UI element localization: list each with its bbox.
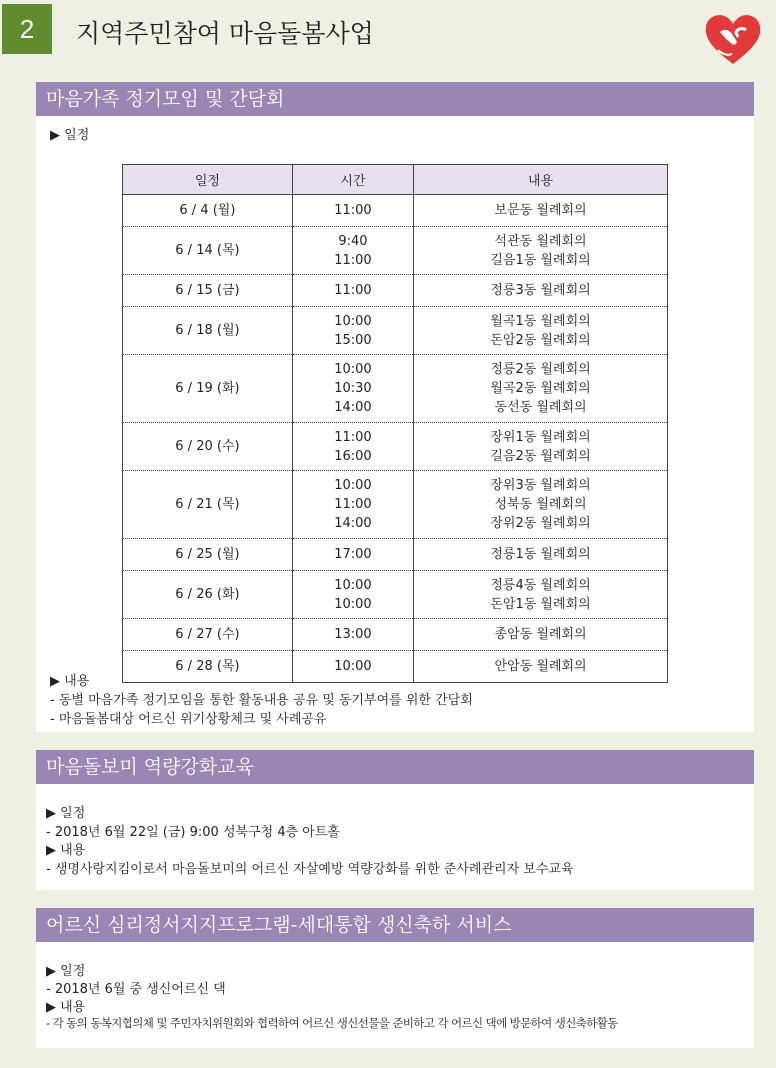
training-panel [36, 750, 754, 890]
cell-time [292, 227, 413, 275]
panel-title: 어르신 심리정서지지프로그램-세대통합 생신축하 서비스 [36, 908, 754, 942]
panel-title: 마음가족 정기모임 및 간담회 [36, 82, 754, 116]
birthday-service-panel [36, 908, 754, 1048]
cell-content [414, 195, 668, 227]
header-time: 시간 [292, 165, 413, 195]
cell-content [414, 423, 668, 471]
regular-meeting-panel [36, 82, 754, 732]
cell-date: 6 / 20 (수) [123, 423, 293, 471]
heart-hands-logo-icon [702, 10, 764, 68]
page-title: 지역주민참여 마음돌봄사업 [76, 19, 374, 48]
cell-time [292, 195, 413, 227]
table-header-row [123, 165, 668, 195]
content-value: 성북동 월례회의 [494, 497, 587, 512]
table-body [123, 195, 668, 683]
cell-content [414, 651, 668, 683]
cell-content [414, 275, 668, 307]
content-value: 장위2동 월례회의 [490, 516, 591, 531]
content-value: 안암동 월례회의 [494, 659, 587, 674]
content-line-2: - 마음돌봄대상 어르신 위기상황체크 및 사례공유 [50, 712, 327, 727]
content-value: 월곡2동 월례회의 [490, 381, 591, 396]
cell-date: 6 / 21 (목) [123, 471, 293, 539]
cell-time [292, 539, 413, 571]
content-label: ▶ 내용 [46, 1000, 86, 1015]
cell-date: 6 / 26 (화) [123, 571, 293, 619]
cell-date: 6 / 18 (월) [123, 307, 293, 355]
content-value: 장위3동 월례회의 [490, 478, 591, 493]
cell-time [292, 275, 413, 307]
cell-date: 6 / 15 (금) [123, 275, 293, 307]
table-row [123, 275, 668, 307]
schedule-text: - 2018년 6월 22일 (금) 9:00 성북구청 4층 아트홀 [46, 825, 340, 840]
content-value: 돈암1동 월례회의 [490, 596, 591, 612]
time-value: 11:00 [334, 203, 372, 218]
cell-content [414, 227, 668, 275]
content-label: ▶ 내용 [46, 843, 86, 858]
table-row [123, 539, 668, 571]
time-value: 10:00 [334, 659, 372, 674]
cell-date: 6 / 27 (수) [123, 619, 293, 651]
time-value: 14:00 [334, 400, 372, 415]
time-value: 10:00 [334, 478, 372, 493]
content-value: 정릉4동 월례회의 [490, 577, 591, 593]
table-row [123, 423, 668, 471]
content-label: ▶ 내용 [50, 674, 90, 689]
table-row [123, 471, 668, 539]
time-value: 10:00 [334, 596, 372, 612]
cell-date: 6 / 19 (화) [123, 355, 293, 423]
content-text: - 생명사랑지킴이로서 마음돌보미의 어르신 자살예방 역량강화를 위한 준사례관리자 보수교육 [46, 862, 574, 877]
cell-time [292, 571, 413, 619]
content-value: 동선동 월례회의 [494, 400, 587, 415]
schedule-table [122, 164, 668, 683]
time-value: 11:00 [334, 283, 372, 298]
cell-time [292, 355, 413, 423]
time-value: 11:00 [334, 497, 372, 512]
time-value: 15:00 [334, 332, 372, 348]
content-value: 돈암2동 월례회의 [490, 332, 591, 348]
table-row [123, 227, 668, 275]
cell-content [414, 539, 668, 571]
cell-content [414, 307, 668, 355]
content-value: 정릉1동 월례회의 [490, 547, 591, 562]
cell-content [414, 471, 668, 539]
content-value: 보문동 월례회의 [494, 203, 587, 218]
schedule-text: - 2018년 6월 중 생신어르신 댁 [46, 982, 226, 997]
time-value: 10:00 [334, 577, 372, 593]
time-value: 11:00 [334, 252, 372, 268]
header-date: 일정 [123, 165, 293, 195]
table-row [123, 571, 668, 619]
time-value: 14:00 [334, 516, 372, 531]
cell-date: 6 / 28 (목) [175, 659, 240, 674]
time-value: 10:00 [334, 313, 372, 329]
page-header [0, 0, 776, 62]
table-row [123, 651, 668, 683]
cell-time [292, 619, 413, 651]
cell-content [414, 619, 668, 651]
time-value: 17:00 [334, 547, 372, 562]
schedule-label: ▶ 일정 [46, 964, 86, 979]
content-value: 석관동 월례회의 [494, 233, 587, 249]
time-value: 11:00 [334, 429, 372, 445]
header-content: 내용 [414, 165, 668, 195]
panel-title: 마음돌보미 역량강화교육 [36, 750, 754, 784]
content-value: 장위1동 월례회의 [490, 429, 591, 445]
content-value: 길음1동 월례회의 [490, 252, 591, 268]
schedule-label: ▶ 일정 [50, 128, 90, 143]
cell-date: 6 / 4 (월) [123, 195, 293, 227]
content-line-1: - 동별 마음가족 정기모임을 통한 활동내용 공유 및 동기부여를 위한 간담회 [50, 693, 473, 708]
time-value: 13:00 [334, 627, 372, 642]
cell-date: 6 / 25 (월) [123, 539, 293, 571]
content-value: 길음2동 월례회의 [490, 448, 591, 464]
time-value: 16:00 [334, 448, 372, 464]
table-row [123, 619, 668, 651]
cell-time [292, 471, 413, 539]
schedule-label: ▶ 일정 [46, 806, 86, 821]
table-row [123, 355, 668, 423]
time-value: 10:30 [334, 381, 372, 396]
section-number: 2 [2, 4, 52, 54]
cell-time [292, 307, 413, 355]
cell-date: 6 / 14 (목) [123, 227, 293, 275]
time-value: 9:40 [338, 233, 368, 249]
content-value: 종암동 월례회의 [494, 627, 587, 642]
cell-time [292, 423, 413, 471]
table-row [123, 307, 668, 355]
time-value: 10:00 [334, 362, 372, 377]
cell-time [292, 651, 413, 683]
table-row [123, 195, 668, 227]
content-value: 정릉3동 월례회의 [490, 283, 591, 298]
content-value: 정릉2동 월례회의 [490, 362, 591, 377]
cell-content [414, 355, 668, 423]
content-value: 월곡1동 월례회의 [490, 313, 591, 329]
content-text: - 각 동의 동복지협의체 및 주민자치위원회와 협력하여 어르신 생신선물을 준비하고 각 어르신 댁에 방문하여 생신축하활동 [46, 1016, 618, 1030]
cell-content [414, 571, 668, 619]
